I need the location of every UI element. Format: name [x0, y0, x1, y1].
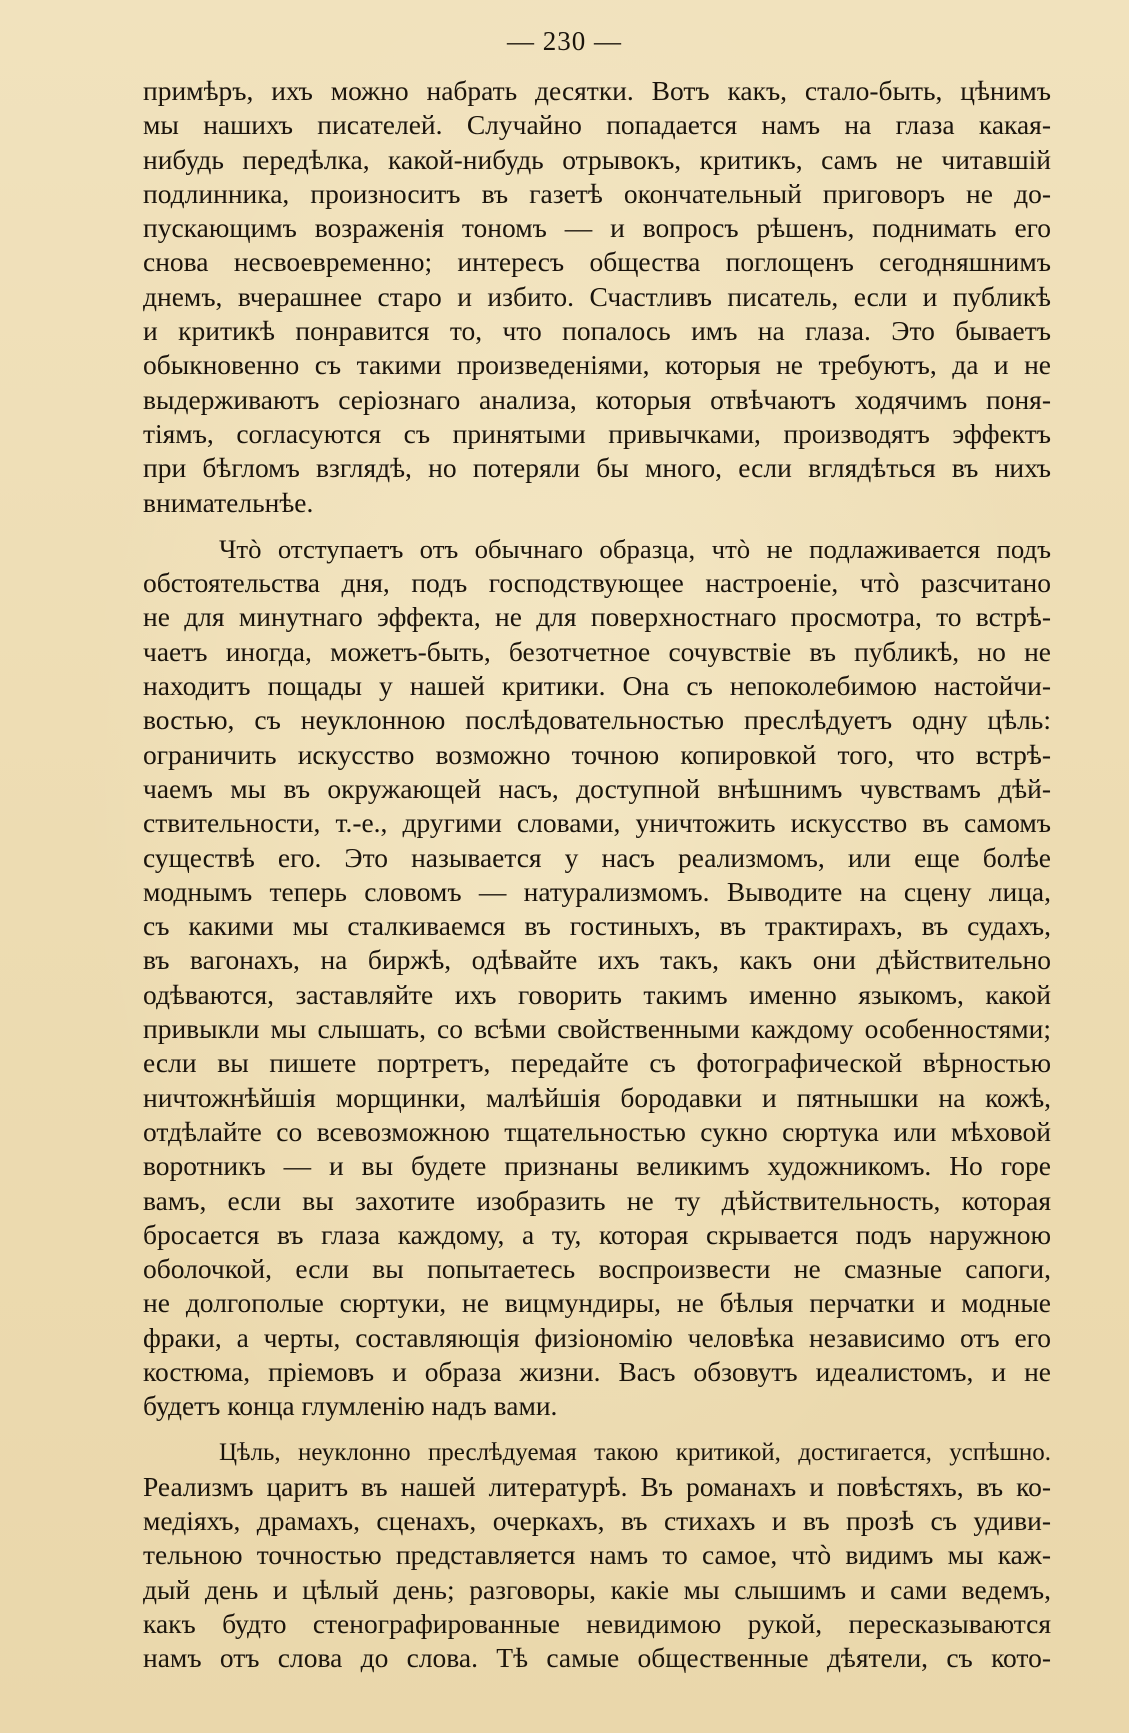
text-line: если вы пишете портретъ, передайте съ фотографической вѣрностью — [143, 1047, 1051, 1079]
text-line: мы нашихъ писателей. Случайно попадается намъ на глаза какая- — [143, 109, 1051, 141]
text-line: будетъ конца глумленію надъ вами. — [143, 1390, 558, 1422]
page-number: — 230 — — [507, 26, 622, 56]
text-line: находитъ пощады у нашей критики. Она съ непоколебимою настойчи- — [143, 670, 1051, 702]
text-line: выдерживаютъ серіознаго анализа, которыя отвѣчаютъ ходячимъ поня- — [143, 383, 1051, 415]
text-line: вамъ, если вы захотите изобразить не ту дѣйствительность, которая — [143, 1184, 1051, 1216]
text-line: Реализмъ царитъ въ нашей литературѣ. Въ романахъ и повѣстяхъ, въ ко- — [143, 1470, 1051, 1502]
text-line: обстоятельства дня, подъ господствующее настроеніе, чтò разсчитано — [143, 567, 1051, 599]
text-line: въ вагонахъ, на биржѣ, одѣвайте ихъ такъ, какъ они дѣйствительно — [143, 944, 1051, 976]
text-line: чаемъ мы въ окружающей насъ, доступной внѣшнимъ чувствамъ дѣй- — [143, 772, 1051, 804]
text-line: нибудь передѣлка, какой-нибудь отрывокъ, критикъ, самъ не читавшій — [143, 143, 1051, 175]
text-line: и критикѣ понравится то, что попалось имъ на глаза. Это бываетъ — [143, 315, 1051, 347]
text-line: ствительности, т.-е., другими словами, уничтожить искусство въ самомъ — [143, 807, 1051, 839]
body-text — [143, 74, 1051, 1676]
text-line: примѣръ, ихъ можно набрать десятки. Вотъ какъ, стало-быть, цѣнимъ — [143, 75, 1051, 106]
text-line: подлинника, произноситъ въ газетѣ окончательный приговоръ не до- — [143, 177, 1051, 209]
text-line: тельною точностью представляется намъ то самое, чтò видимъ мы каж- — [143, 1539, 1051, 1571]
text-line: не для минутнаго эффекта, не для поверхностнаго просмотра, то встрѣ- — [143, 601, 1051, 633]
text-line: ограничить искусство возможно точною копировкой того, что встрѣ- — [143, 738, 1051, 770]
text-line: пускающимъ возраженія тономъ — и вопросъ рѣшенъ, поднимать его — [143, 212, 1051, 244]
paragraph-3 — [143, 1436, 1051, 1676]
text-line: существѣ его. Это называется у насъ реализмомъ, или еще болѣе — [143, 841, 1051, 873]
text-line: востью, съ неуклонною послѣдовательностью преслѣдуетъ одну цѣль: — [143, 704, 1051, 736]
text-line: костюма, пріемовъ и образа жизни. Васъ обзовутъ идеалистомъ, и не — [143, 1355, 1051, 1387]
paragraph-1 — [143, 74, 1051, 520]
text-line: моднымъ теперь словомъ — натурализмомъ. Выводите на сцену лица, — [143, 875, 1051, 907]
text-line: не долгополые сюртуки, не вицмундиры, не бѣлыя перчатки и модные — [143, 1287, 1051, 1319]
text-line: Чтò отступаетъ отъ обычнаго образца, чтò не подлаживается подъ — [219, 533, 1051, 564]
text-line: одѣваются, заставляйте ихъ говорить такимъ именно языкомъ, какой — [143, 978, 1051, 1010]
text-line: дый день и цѣлый день; разговоры, какіе мы слышимъ и сами ведемъ, — [143, 1573, 1051, 1605]
text-line: воротникъ — и вы будете признаны великимъ художникомъ. Но горе — [143, 1150, 1051, 1182]
text-line: днемъ, вчерашнее старо и избито. Счастливъ писатель, если и публикѣ — [143, 280, 1051, 312]
text-line: какъ будто стенографированные невидимою рукой, пересказываются — [143, 1608, 1051, 1640]
text-line: снова несвоевременно; интересъ общества поглощенъ сегодняшнимъ — [143, 246, 1051, 278]
text-line: чаетъ иногда, можетъ-быть, безотчетное сочувствіе въ публикѣ, но не — [143, 635, 1051, 667]
text-line: оболочкой, если вы попытаетесь воспроизвести не смазные сапоги, — [143, 1253, 1051, 1285]
text-line: съ какими мы сталкиваемся въ гостиныхъ, въ трактирахъ, въ судахъ, — [143, 910, 1051, 942]
text-line: при бѣгломъ взглядѣ, но потеряли бы много, если вглядѣться въ нихъ — [143, 452, 1051, 484]
text-line: внимательнѣе. — [143, 486, 314, 518]
text-line: намъ отъ слова до слова. Тѣ самые общественные дѣятели, съ кото- — [143, 1642, 1051, 1674]
text-line: тіямъ, согласуются съ принятыми привычками, производятъ эффектъ — [143, 417, 1051, 449]
text-line: Цѣль, неуклонно преслѣдуемая такою критикой, достигается, успѣшно. — [219, 1438, 1051, 1466]
text-line: фраки, а черты, составляющія физіономію человѣка независимо отъ его — [143, 1321, 1051, 1353]
text-line: привыкли мы слышать, со всѣми свойственными каждому особенностями; — [143, 1013, 1051, 1045]
text-line: медіяхъ, драмахъ, сценахъ, очеркахъ, въ стихахъ и въ прозѣ съ удиви- — [143, 1505, 1051, 1537]
text-line: отдѣлайте со всевозможною тщательностью сукно сюртука или мѣховой — [143, 1115, 1051, 1147]
text-line: ничтожнѣйшія морщинки, малѣйшія бородавки и пятнышки на кожѣ, — [143, 1081, 1051, 1113]
text-line: бросается въ глаза каждому, а ту, которая скрывается подъ наружною — [143, 1218, 1051, 1250]
text-line: обыкновенно съ такими произведеніями, которыя не требуютъ, да и не — [143, 349, 1051, 381]
paragraph-2 — [143, 532, 1051, 1424]
